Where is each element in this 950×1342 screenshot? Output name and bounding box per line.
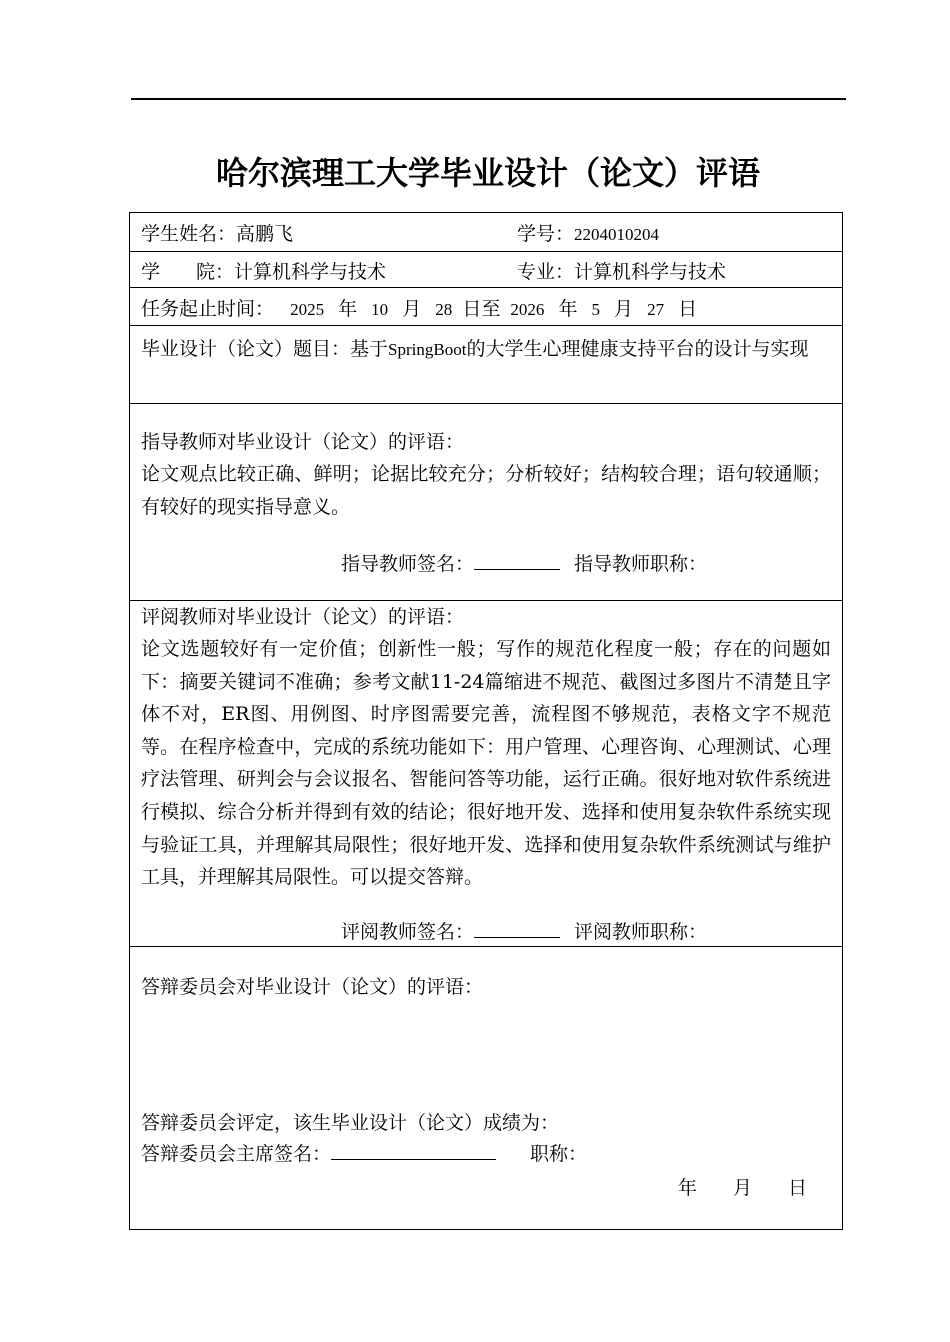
row-college bbox=[130, 251, 842, 287]
start-year-char: 年 bbox=[338, 298, 358, 320]
topic-label: 毕业设计（论文）题目： bbox=[141, 338, 351, 360]
reviewer-sign-blank bbox=[474, 919, 560, 938]
end-day-char: 日 bbox=[678, 298, 698, 320]
period-field bbox=[141, 294, 697, 321]
student-name-label: 学生姓名： bbox=[141, 223, 237, 245]
end-year-char: 年 bbox=[558, 298, 578, 320]
to-char: 日至 bbox=[462, 298, 501, 320]
student-name: 高鹏飞 bbox=[236, 223, 294, 245]
reviewer-sign-label: 评阅教师签名： bbox=[341, 921, 475, 943]
page-title: 哈尔滨理工大学毕业设计（论文）评语 bbox=[215, 154, 760, 192]
row-topic bbox=[130, 325, 842, 403]
row-committee bbox=[130, 946, 842, 1229]
committee-heading: 答辩委员会对毕业设计（论文）的评语： bbox=[141, 976, 484, 998]
committee-sign-blank bbox=[331, 1141, 496, 1160]
row-advisor bbox=[130, 403, 842, 600]
start-day: 28 bbox=[435, 300, 453, 319]
topic-latin: SpringBoot bbox=[388, 340, 467, 359]
committee-sign-label: 答辩委员会主席签名： bbox=[141, 1143, 332, 1165]
major-value: 计算机科学与技术 bbox=[574, 261, 727, 283]
committee-title-label: 职称： bbox=[530, 1143, 588, 1165]
advisor-sign-label: 指导教师签名： bbox=[341, 553, 475, 575]
top-rule bbox=[131, 98, 846, 100]
advisor-heading: 指导教师对毕业设计（论文）的评语： bbox=[141, 431, 465, 453]
reviewer-title-label: 评阅教师职称： bbox=[574, 921, 708, 943]
end-month-char: 月 bbox=[614, 298, 634, 320]
topic-part2: 的大学生心理健康支持平台的设计与实现 bbox=[466, 338, 809, 360]
end-year: 2026 bbox=[510, 300, 545, 319]
student-id: 2204010204 bbox=[574, 225, 660, 244]
topic-part1: 基于 bbox=[350, 338, 389, 360]
evaluation-form bbox=[129, 212, 843, 1230]
advisor-title-label: 指导教师职称： bbox=[574, 553, 708, 575]
reviewer-heading: 评阅教师对毕业设计（论文）的评语： bbox=[141, 606, 465, 628]
major-label: 专业： bbox=[517, 261, 575, 283]
committee-signature-line bbox=[141, 1139, 587, 1166]
reviewer-comment: 论文选题较好有一定价值；创新性一般；写作的规范化程度一般；存在的问题如下：摘要关键词不准确；参考文献11-24篇缩进不规范、截图过多图片不清楚且字体不对，ER图、用例图、时序图需要完善，流程图不够规范，表格文字不规范等。在程序检查中，完成的系统功能如下：用户管理、心理咨询、心理测试、心理疗法管理、研判会与会议报名、智能问答等功能，运行正确。很好地对软件系统进行模拟、综合分析并得到有效的结论；很好地开发、选择和使用复杂软件系统实现与验证工具，并理解其局限性；很好地开发、选择和使用复杂软件系统测试与维护工具，并理解其局限性。可以提交答辩。 bbox=[141, 638, 831, 889]
committee-day-char: 日 bbox=[788, 1177, 808, 1199]
advisor-signature-line bbox=[341, 549, 707, 576]
start-month-char: 月 bbox=[402, 298, 422, 320]
row-student bbox=[130, 213, 842, 251]
reviewer-signature-line bbox=[341, 917, 707, 944]
end-month: 5 bbox=[591, 300, 600, 319]
committee-grade: 答辩委员会评定，该生毕业设计（论文）成绩为： bbox=[141, 1112, 560, 1134]
college-value: 计算机科学与技术 bbox=[234, 261, 387, 283]
student-name-field bbox=[141, 219, 293, 246]
committee-year-char: 年 bbox=[678, 1177, 698, 1199]
period-label: 任务起止时间： bbox=[141, 298, 275, 320]
college-label-b: 院： bbox=[196, 261, 235, 283]
end-day: 27 bbox=[647, 300, 665, 319]
row-reviewer bbox=[130, 600, 842, 946]
topic-text bbox=[141, 333, 831, 367]
college-label-a: 学 bbox=[141, 261, 161, 283]
committee-month-char: 月 bbox=[733, 1177, 753, 1199]
student-id-field bbox=[517, 219, 659, 246]
advisor-sign-blank bbox=[474, 551, 560, 570]
start-month: 10 bbox=[371, 300, 389, 319]
advisor-comment: 论文观点比较正确、鲜明；论据比较充分；分析较好；结构较合理；语句较通顺；有较好的现实指导意义。 bbox=[141, 463, 831, 518]
committee-date-line bbox=[678, 1173, 807, 1200]
college-field bbox=[141, 257, 386, 284]
start-year: 2025 bbox=[290, 300, 325, 319]
student-id-label: 学号： bbox=[517, 223, 575, 245]
major-field bbox=[517, 257, 726, 284]
row-period bbox=[130, 287, 842, 325]
